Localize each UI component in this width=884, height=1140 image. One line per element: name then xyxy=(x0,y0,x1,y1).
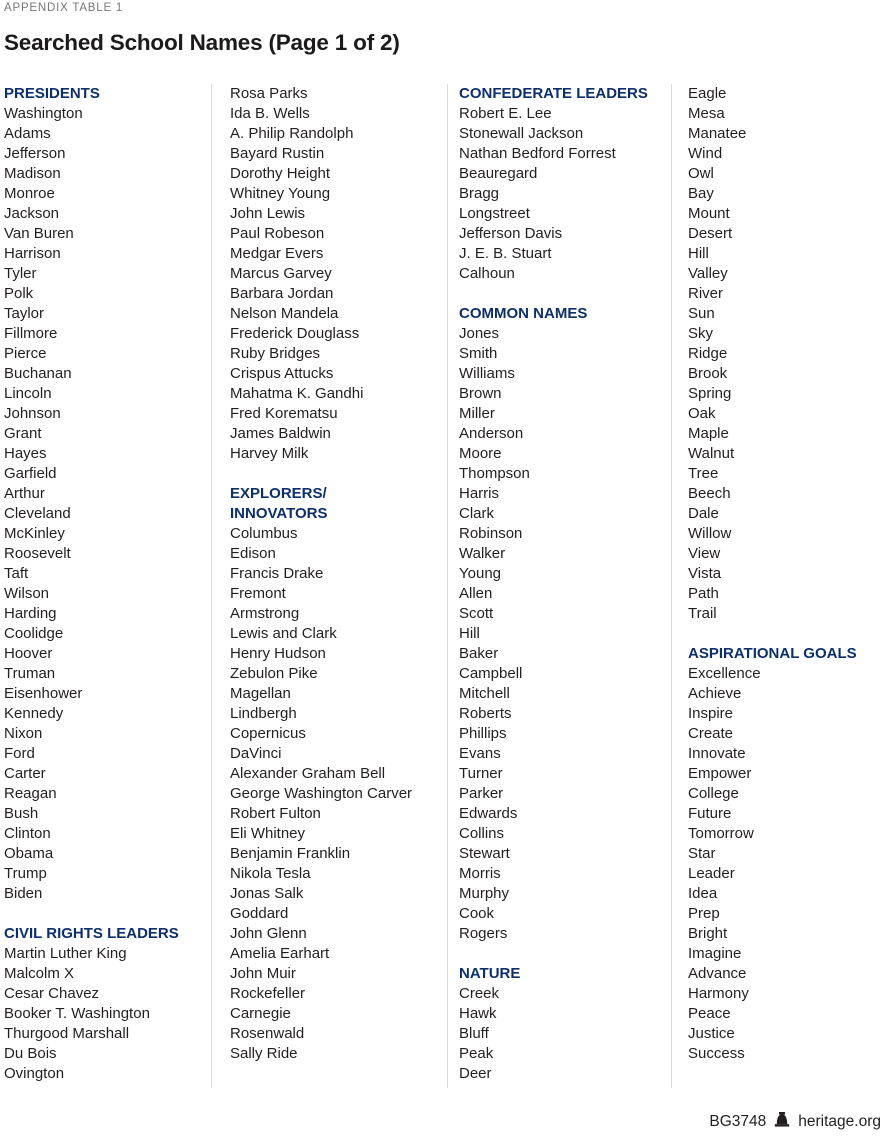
list-item: Young xyxy=(459,565,501,582)
list-item: Harding xyxy=(4,605,57,622)
list-item: Morris xyxy=(459,865,501,882)
list-item: Sun xyxy=(688,305,715,322)
list-item: Henry Hudson xyxy=(230,645,326,662)
list-item: Success xyxy=(688,1045,745,1062)
list-item: Creek xyxy=(459,985,500,1002)
list-item: Peak xyxy=(459,1045,494,1062)
list-item: Bluff xyxy=(459,1025,489,1042)
list-item: Prep xyxy=(688,905,720,922)
list-item: Bush xyxy=(4,805,39,822)
list-item: Sally Ride xyxy=(230,1045,298,1062)
footer-site-text: heritage.org xyxy=(798,1113,881,1130)
list-item: Evans xyxy=(459,745,501,762)
list-item: Arthur xyxy=(4,485,45,502)
list-item: Miller xyxy=(459,405,495,422)
list-item: Taylor xyxy=(4,305,45,322)
list-item: College xyxy=(688,785,739,802)
list-item: Lindbergh xyxy=(230,705,297,722)
list-item: Brown xyxy=(459,385,502,402)
list-item: John Muir xyxy=(230,965,296,982)
list-item: Walker xyxy=(459,545,506,562)
list-item: Sky xyxy=(688,325,714,342)
list-item: Anderson xyxy=(459,425,524,442)
list-item: Dorothy Height xyxy=(230,165,331,182)
list-item: Jefferson xyxy=(4,145,66,162)
list-item: Nelson Mandela xyxy=(230,305,339,322)
list-item: Peace xyxy=(688,1005,731,1022)
list-item: Thurgood Marshall xyxy=(4,1025,130,1042)
name-section xyxy=(4,84,211,904)
list-item: Marcus Garvey xyxy=(230,265,332,282)
list-item: Leader xyxy=(688,865,735,882)
list-item: Mount xyxy=(688,205,730,222)
list-item: Nixon xyxy=(4,725,43,742)
list-item: Obama xyxy=(4,845,54,862)
column-4 xyxy=(672,84,884,1088)
list-item: Booker T. Washington xyxy=(4,1005,150,1022)
name-section xyxy=(230,84,447,464)
list-item: Deer xyxy=(459,1065,492,1082)
list-item: Truman xyxy=(4,665,56,682)
list-item: Scott xyxy=(459,605,494,622)
list-item: Advance xyxy=(688,965,747,982)
list-item: Jefferson Davis xyxy=(459,225,563,242)
list-item: Fillmore xyxy=(4,325,58,342)
list-item: Reagan xyxy=(4,785,57,802)
list-item: A. Philip Randolph xyxy=(230,125,354,142)
liberty-bell-icon xyxy=(773,1112,791,1132)
list-item: Alexander Graham Bell xyxy=(230,765,386,782)
list-item: Tyler xyxy=(4,265,37,282)
list-item: Hoover xyxy=(4,645,53,662)
list-item: Bragg xyxy=(459,185,500,202)
list-item: Edwards xyxy=(459,805,518,822)
list-item: Kennedy xyxy=(4,705,64,722)
list-item: Oak xyxy=(688,405,716,422)
list-item: Valley xyxy=(688,265,728,282)
list-item: Wind xyxy=(688,145,723,162)
list-item: Vista xyxy=(688,565,722,582)
list-item: Campbell xyxy=(459,665,523,682)
list-item: Hayes xyxy=(4,445,47,462)
list-item: Phillips xyxy=(459,725,507,742)
list-item: Jonas Salk xyxy=(230,885,304,902)
list-item: Ridge xyxy=(688,345,728,362)
list-item: Roosevelt xyxy=(4,545,71,562)
list-item: Frederick Douglass xyxy=(230,325,360,342)
name-section xyxy=(459,304,671,944)
section-header: ASPIRATIONAL GOALS xyxy=(688,645,857,662)
list-item: Benjamin Franklin xyxy=(230,845,351,862)
list-item: Edison xyxy=(230,545,276,562)
list-item: Beech xyxy=(688,485,731,502)
section-header: CIVIL RIGHTS LEADERS xyxy=(4,925,179,942)
list-item: Buchanan xyxy=(4,365,72,382)
list-item: Hawk xyxy=(459,1005,497,1022)
list-item: Dale xyxy=(688,505,719,522)
list-item: Roberts xyxy=(459,705,512,722)
list-item: Williams xyxy=(459,365,515,382)
list-item: Ovington xyxy=(4,1065,65,1082)
list-item: Baker xyxy=(459,645,499,662)
list-item: Clark xyxy=(459,505,495,522)
list-item: Walnut xyxy=(688,445,735,462)
list-item: Eisenhower xyxy=(4,685,83,702)
list-item: Garfield xyxy=(4,465,57,482)
section-header: EXPLORERS/ xyxy=(230,485,327,502)
list-item: Spring xyxy=(688,385,732,402)
list-item: John Glenn xyxy=(230,925,307,942)
list-item: Owl xyxy=(688,165,714,182)
page-title: Searched School Names (Page 1 of 2) xyxy=(4,30,400,55)
list-item: Allen xyxy=(459,585,493,602)
list-item: Harmony xyxy=(688,985,749,1002)
list-item: Mahatma K. Gandhi xyxy=(230,385,364,402)
list-item: River xyxy=(688,285,724,302)
list-item: Harvey Milk xyxy=(230,445,309,462)
list-item: Beauregard xyxy=(459,165,538,182)
list-item: Bayard Rustin xyxy=(230,145,325,162)
list-item: Pierce xyxy=(4,345,47,362)
list-item: Jackson xyxy=(4,205,60,222)
list-item: Crispus Attucks xyxy=(230,365,334,382)
list-item: Carter xyxy=(4,765,46,782)
list-item: Lincoln xyxy=(4,385,52,402)
list-item: J. E. B. Stuart xyxy=(459,245,552,262)
list-item: Lewis and Clark xyxy=(230,625,337,642)
section-header: INNOVATORS xyxy=(230,505,328,522)
list-item: Eli Whitney xyxy=(230,825,306,842)
list-item: Robert E. Lee xyxy=(459,105,552,122)
list-item: Create xyxy=(688,725,734,742)
name-section xyxy=(688,644,884,1064)
list-item: Tree xyxy=(688,465,719,482)
list-item: Rosenwald xyxy=(230,1025,305,1042)
list-item: Calhoun xyxy=(459,265,515,282)
list-item: Brook xyxy=(688,365,728,382)
list-item: Path xyxy=(688,585,719,602)
list-item: Harris xyxy=(459,485,499,502)
list-item: Martin Luther King xyxy=(4,945,127,962)
column-2 xyxy=(212,84,448,1088)
list-item: Taft xyxy=(4,565,29,582)
list-item: Rockefeller xyxy=(230,985,306,1002)
list-item: Hill xyxy=(688,245,709,262)
list-item: Rosa Parks xyxy=(230,85,308,102)
name-section xyxy=(688,84,884,624)
list-item: Nikola Tesla xyxy=(230,865,311,882)
list-item: Biden xyxy=(4,885,43,902)
column-3 xyxy=(448,84,672,1088)
list-item: Star xyxy=(688,845,716,862)
list-item: Future xyxy=(688,805,732,822)
list-item: Ida B. Wells xyxy=(230,105,310,122)
list-item: Bright xyxy=(688,925,728,942)
list-item: Wilson xyxy=(4,585,50,602)
list-item: Monroe xyxy=(4,185,55,202)
list-item: View xyxy=(688,545,721,562)
list-item: Cook xyxy=(459,905,495,922)
list-item: Armstrong xyxy=(230,605,300,622)
section-header: COMMON NAMES xyxy=(459,305,588,322)
list-item: Moore xyxy=(459,445,502,462)
list-item: Stonewall Jackson xyxy=(459,125,584,142)
list-item: Willow xyxy=(688,525,732,542)
list-item: Whitney Young xyxy=(230,185,331,202)
list-item: James Baldwin xyxy=(230,425,331,442)
list-item: Barbara Jordan xyxy=(230,285,334,302)
list-item: Hill xyxy=(459,625,480,642)
list-item: Fremont xyxy=(230,585,286,602)
list-item: Inspire xyxy=(688,705,734,722)
list-item: Collins xyxy=(459,825,505,842)
list-item: Cleveland xyxy=(4,505,71,522)
name-section xyxy=(459,964,671,1084)
list-item: Trump xyxy=(4,865,47,882)
list-item: Excellence xyxy=(688,665,761,682)
list-item: Du Bois xyxy=(4,1045,57,1062)
list-item: Mesa xyxy=(688,105,725,122)
list-item: Medgar Evers xyxy=(230,245,324,262)
list-item: Rogers xyxy=(459,925,508,942)
list-item: Achieve xyxy=(688,685,742,702)
list-item: Manatee xyxy=(688,125,747,142)
list-item: Thompson xyxy=(459,465,530,482)
list-item: Smith xyxy=(459,345,498,362)
list-item: Goddard xyxy=(230,905,289,922)
list-item: Trail xyxy=(688,605,717,622)
list-item: Grant xyxy=(4,425,42,442)
name-section xyxy=(4,924,211,1084)
list-item: Columbus xyxy=(230,525,298,542)
list-item: DaVinci xyxy=(230,745,282,762)
list-item: Adams xyxy=(4,125,51,142)
list-item: Polk xyxy=(4,285,34,302)
list-item: Francis Drake xyxy=(230,565,324,582)
list-item: Magellan xyxy=(230,685,291,702)
list-item: Carnegie xyxy=(230,1005,291,1022)
list-item: Zebulon Pike xyxy=(230,665,318,682)
section-header: PRESIDENTS xyxy=(4,85,100,102)
school-name-columns xyxy=(0,84,884,1088)
list-item: Paul Robeson xyxy=(230,225,325,242)
column-1 xyxy=(0,84,212,1088)
list-item: Van Buren xyxy=(4,225,74,242)
list-item: Tomorrow xyxy=(688,825,754,842)
list-item: Johnson xyxy=(4,405,61,422)
list-item: Eagle xyxy=(688,85,727,102)
list-item: Fred Korematsu xyxy=(230,405,338,422)
list-item: Mitchell xyxy=(459,685,510,702)
list-item: Coolidge xyxy=(4,625,64,642)
list-item: Ruby Bridges xyxy=(230,345,321,362)
list-item: Harrison xyxy=(4,245,61,262)
list-item: Copernicus xyxy=(230,725,306,742)
list-item: Idea xyxy=(688,885,718,902)
list-item: Stewart xyxy=(459,845,510,862)
list-item: Turner xyxy=(459,765,503,782)
list-item: Empower xyxy=(688,765,752,782)
list-item: Justice xyxy=(688,1025,735,1042)
list-item: Murphy xyxy=(459,885,510,902)
list-item: Longstreet xyxy=(459,205,530,222)
list-item: Innovate xyxy=(688,745,746,762)
list-item: McKinley xyxy=(4,525,65,542)
list-item: Amelia Earhart xyxy=(230,945,330,962)
list-item: Madison xyxy=(4,165,61,182)
list-item: Malcolm X xyxy=(4,965,75,982)
list-item: Robinson xyxy=(459,525,523,542)
list-item: George Washington Carver xyxy=(230,785,413,802)
section-header: NATURE xyxy=(459,965,521,982)
list-item: Bay xyxy=(688,185,714,202)
list-item: Parker xyxy=(459,785,504,802)
list-item: Ford xyxy=(4,745,35,762)
document-id: BG3748 xyxy=(709,1113,767,1130)
list-item: Imagine xyxy=(688,945,742,962)
name-section xyxy=(459,84,671,284)
list-item: Jones xyxy=(459,325,500,342)
list-item: Maple xyxy=(688,425,729,442)
name-section xyxy=(230,484,447,1064)
page-footer xyxy=(709,1112,881,1132)
list-item: Desert xyxy=(688,225,733,242)
list-item: Nathan Bedford Forrest xyxy=(459,145,616,162)
appendix-table-label: APPENDIX TABLE 1 xyxy=(4,2,124,14)
list-item: Cesar Chavez xyxy=(4,985,100,1002)
list-item: John Lewis xyxy=(230,205,306,222)
list-item: Clinton xyxy=(4,825,51,842)
list-item: Washington xyxy=(4,105,83,122)
list-item: Robert Fulton xyxy=(230,805,321,822)
section-header: CONFEDERATE LEADERS xyxy=(459,85,648,102)
